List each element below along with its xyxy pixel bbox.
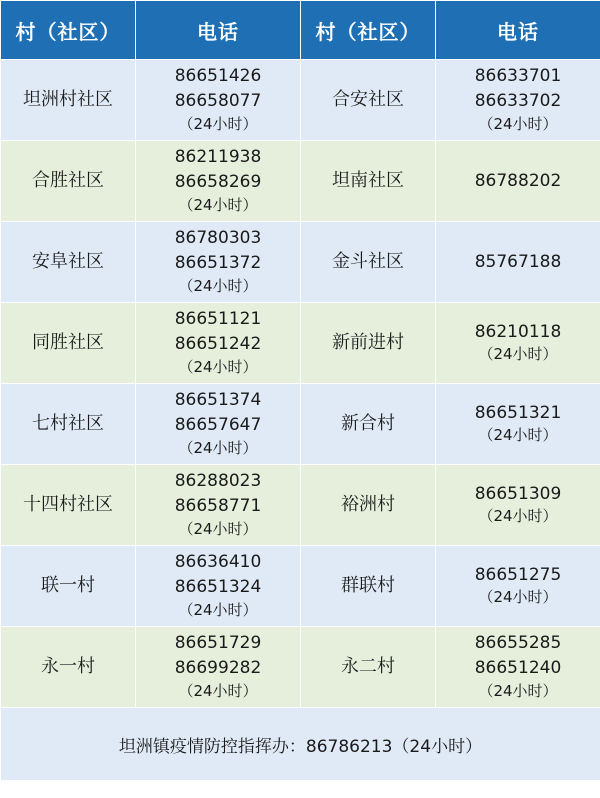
phone-number: 86211938	[174, 147, 262, 168]
phone-number: 86651729	[174, 633, 262, 654]
hours-note: （24小时）	[178, 114, 258, 133]
phone-cell	[436, 384, 600, 465]
village-name-cell: 坦南社区	[301, 141, 436, 222]
phone-number: 86658269	[174, 172, 262, 193]
table-header	[1, 1, 600, 60]
phone-number: 86651321	[474, 402, 562, 423]
phone-number: 86655285	[474, 633, 562, 654]
phone-cell	[136, 465, 301, 546]
phone-cell	[436, 627, 600, 708]
phone-cell	[436, 546, 600, 627]
hours-note: （24小时）	[478, 345, 558, 364]
hours-note: （24小时）	[178, 519, 258, 538]
phone-number: 86658771	[174, 496, 262, 517]
hours-note: （24小时）	[478, 588, 558, 607]
phone-number: 86699282	[174, 658, 262, 679]
phone-number: 86657647	[174, 415, 262, 436]
phone-number: 86788202	[474, 170, 562, 191]
phone-cell	[136, 141, 301, 222]
table-row	[1, 60, 600, 141]
phone-number: 86633701	[474, 66, 562, 87]
phone-number: 86651242	[174, 334, 262, 355]
village-name-cell: 新前进村	[301, 303, 436, 384]
hours-note: （24小时）	[178, 438, 258, 457]
table-row	[1, 384, 600, 465]
village-name-cell: 新合村	[301, 384, 436, 465]
header-row	[1, 1, 600, 60]
phone-cell	[136, 60, 301, 141]
table-footer	[1, 708, 600, 781]
table-row	[1, 465, 600, 546]
phone-cell	[436, 465, 600, 546]
phone-number: 86651309	[474, 483, 562, 504]
phone-number: 86658077	[174, 91, 262, 112]
village-name-cell: 裕洲村	[301, 465, 436, 546]
phone-number: 86633702	[474, 91, 562, 112]
column-header-village-right: 村（社区）	[301, 1, 436, 60]
phone-number: 86651426	[174, 66, 262, 87]
phone-number: 85767188	[474, 251, 562, 272]
village-name-cell: 坦洲村社区	[1, 60, 136, 141]
hours-note: （24小时）	[178, 357, 258, 376]
phone-cell	[136, 546, 301, 627]
phone-number: 86210118	[474, 321, 562, 342]
phone-number: 86651372	[174, 253, 262, 274]
phone-number: 86651324	[174, 577, 262, 598]
table-row	[1, 546, 600, 627]
phone-cell	[136, 303, 301, 384]
phone-number: 86651374	[174, 390, 262, 411]
phone-cell	[136, 384, 301, 465]
village-name-cell: 永一村	[1, 627, 136, 708]
table-row	[1, 627, 600, 708]
village-name-cell: 金斗社区	[301, 222, 436, 303]
phone-cell	[436, 303, 600, 384]
phone-cell	[436, 141, 600, 222]
table-row	[1, 141, 600, 222]
hours-note: （24小时）	[178, 195, 258, 214]
hours-note: （24小时）	[178, 681, 258, 700]
command-center-note: 坦洲镇疫情防控指挥办：86786213（24小时）	[1, 708, 600, 781]
phone-number: 86636410	[174, 552, 262, 573]
hours-note: （24小时）	[178, 276, 258, 295]
footer-row	[1, 708, 600, 781]
column-header-phone-right: 电话	[436, 1, 600, 60]
village-name-cell: 合胜社区	[1, 141, 136, 222]
phone-number: 86288023	[174, 471, 262, 492]
hours-note: （24小时）	[478, 114, 558, 133]
table-row	[1, 303, 600, 384]
column-header-phone-left: 电话	[136, 1, 301, 60]
phone-number: 86651121	[174, 309, 262, 330]
phone-number: 86651275	[474, 564, 562, 585]
village-name-cell: 七村社区	[1, 384, 136, 465]
village-name-cell: 安阜社区	[1, 222, 136, 303]
phone-number: 86780303	[174, 228, 262, 249]
village-name-cell: 合安社区	[301, 60, 436, 141]
hours-note: （24小时）	[478, 426, 558, 445]
village-name-cell: 群联村	[301, 546, 436, 627]
phone-cell	[436, 222, 600, 303]
hours-note: （24小时）	[478, 681, 558, 700]
table-body	[1, 60, 600, 708]
village-name-cell: 永二村	[301, 627, 436, 708]
phone-number: 86651240	[474, 658, 562, 679]
village-name-cell: 同胜社区	[1, 303, 136, 384]
table-row	[1, 222, 600, 303]
phone-cell	[136, 222, 301, 303]
phone-cell	[436, 60, 600, 141]
phone-cell	[136, 627, 301, 708]
village-name-cell: 十四村社区	[1, 465, 136, 546]
hours-note: （24小时）	[478, 507, 558, 526]
hours-note: （24小时）	[178, 600, 258, 619]
village-name-cell: 联一村	[1, 546, 136, 627]
column-header-village-left: 村（社区）	[1, 1, 136, 60]
